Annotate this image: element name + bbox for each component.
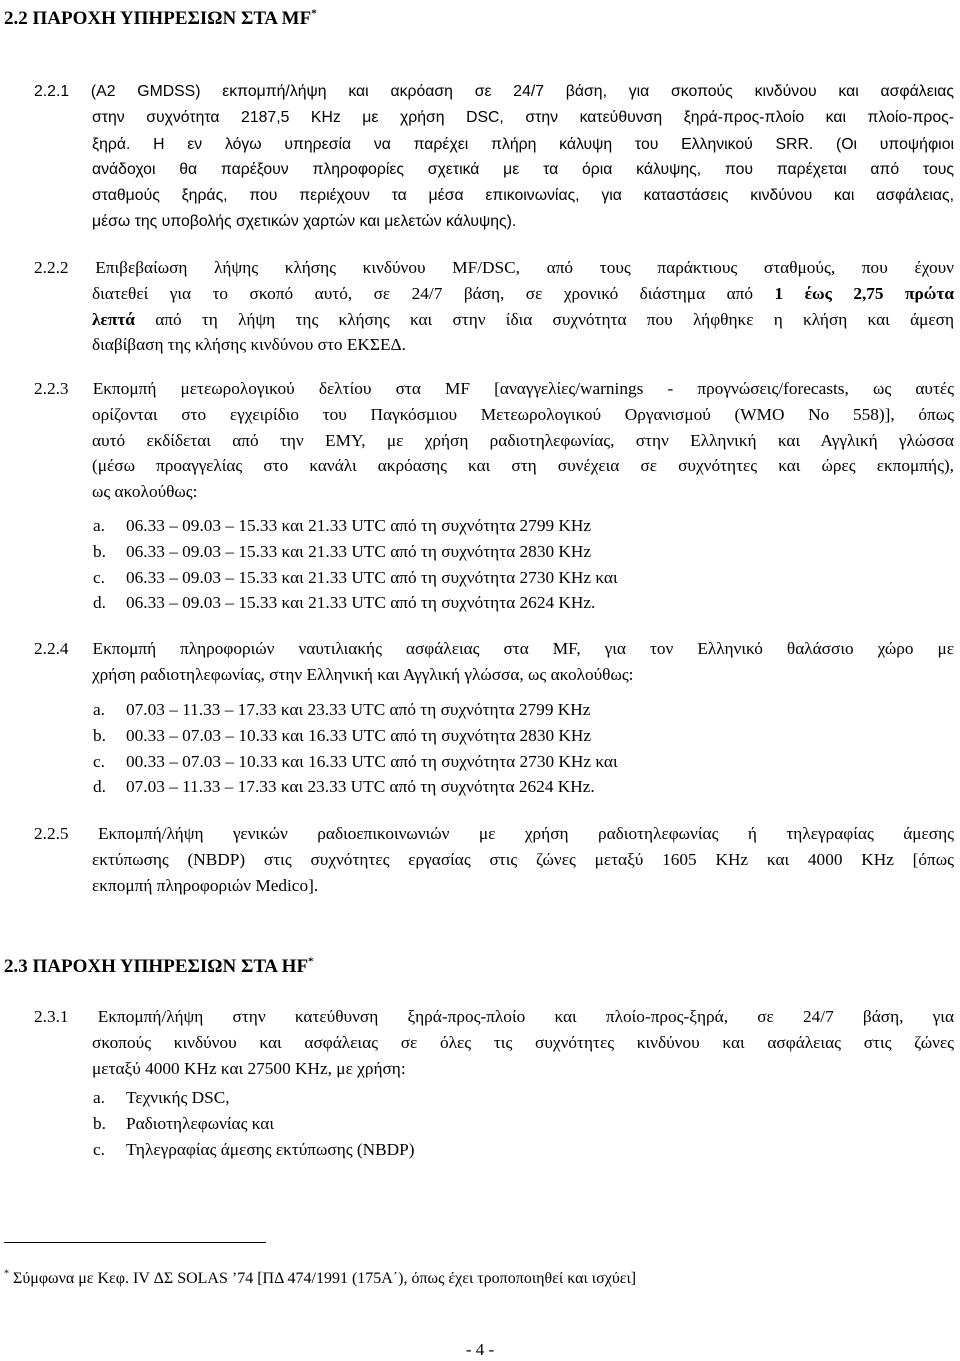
footnote-mark: * [311, 7, 317, 20]
list-text: 07.03 – 11.33 – 17.33 και 23.33 UTC από τη συχνότητα 2624 KHz. [126, 777, 595, 797]
list-letter: d. [93, 593, 106, 613]
list-letter: c. [93, 1139, 105, 1159]
list-letter: b. [93, 1113, 106, 1133]
section-title: 2.2 ΠΑΡΟΧΗ ΥΠΗΡΕΣΙΩΝ ΣΤΑ MF [4, 8, 312, 29]
list-letter: c. [93, 567, 105, 587]
list-item [93, 565, 618, 591]
text-line: σταθμούς ξηράς, που περιέχουν τα μέσα επικοινωνίας, για καταστάσεις κινδύνου και ασφάλειας, [92, 187, 954, 205]
text-line: εκτύπωσης (NBDP) στις συχνότητες εργασίας στις ζώνες μεταξύ 1605 KHz και 4000 KHz [όπως [92, 849, 954, 869]
text-line: χρήση ραδιοτηλεφωνίας, στην Ελληνική και Αγγλική γλώσσα, ως ακολούθως: [92, 664, 634, 684]
list-text: Τεχνικής DSC, [126, 1088, 230, 1107]
text-line: σκοπούς κινδύνου και ασφάλειας σε όλες τις συχνότητες κινδύνου και ασφάλειας στις ζώνες [92, 1032, 954, 1052]
bold-fragment: 1 έως 2,75 πρώτα [774, 283, 954, 303]
text-line: ορίζονται στο εγχειρίδιο του Παγκόσμιου Μετεωρολογικού Οργανισμού (WMO No 558)], όπως [92, 404, 954, 424]
list-text: Τηλεγραφίας άμεσης εκτύπωσης (NBDP) [126, 1139, 415, 1159]
list-text: 06.33 – 09.03 – 15.33 και 21.33 UTC από τη συχνότητα 2830 KHz [126, 541, 592, 561]
paragraph-2-2-2 [34, 255, 954, 358]
list-text: Ραδιοτηλεφωνίας και [126, 1113, 275, 1133]
text-line: εκπομπή πληροφοριών Medico]. [92, 875, 319, 895]
list-item [93, 1137, 415, 1163]
list-letter: d. [93, 777, 106, 797]
text-line: ανάδοχοι θα παρέξουν πληροφορίες σχετικά με τα όρια κάλυψης, που παρέχεται από τους [92, 161, 954, 179]
footnote [4, 1270, 636, 1288]
text-line: μέσω της υποβολής σχετικών χαρτών και μελετών κάλυψης). [92, 212, 517, 230]
text-line: 2.2.5 Εκπομπή/λήψη γενικών ραδιοεπικοινωνιών με χρήση ραδιοτηλεφωνίας ή τηλεγραφίας άμεσης [34, 824, 954, 843]
paragraph-2-2-3 [34, 376, 954, 505]
list-item [93, 539, 618, 565]
list-letter: a. [93, 1088, 105, 1107]
text-line: 2.2.1 (Α2 GMDSS) εκπομπή/λήψη και ακρόαση σε 24/7 βάση, για σκοπούς κινδύνου και ασφάλειας [34, 83, 954, 100]
text-line [34, 131, 954, 158]
paragraph-2-2-1 [34, 79, 954, 235]
paragraph-2-3-1 [34, 1004, 954, 1081]
footnote-text: Σύμφωνα με Κεφ. IV ΔΣ SOLAS ’74 [ΠΔ 474/1991 (175Α΄), όπως έχει τροποποιηθεί και ισχύει] [9, 1270, 637, 1287]
list-text: 06.33 – 09.03 – 15.33 και 21.33 UTC από τη συχνότητα 2624 KHz. [126, 593, 596, 613]
text-line: διαβίβαση της κλήσης κινδύνου στο ΕΚΣΕΔ. [92, 335, 406, 355]
text-line: στην συχνότητα 2187,5 KHz με χρήση DSC, στην κατεύθυνση ξηρά-προς-πλοίο και πλοίο-προς- [92, 108, 954, 126]
list-letter: a. [93, 700, 105, 719]
text-line: μεταξύ 4000 KHz και 27500 KHz, με χρήση: [92, 1058, 406, 1078]
section-title: 2.3 ΠΑΡΟΧΗ ΥΠΗΡΕΣΙΩΝ ΣΤΑ HF [4, 956, 309, 977]
list-item [93, 513, 618, 539]
list-text: 00.33 – 07.03 – 10.33 και 16.33 UTC από τη συχνότητα 2730 KHz και [126, 751, 618, 771]
section-heading-2-2 [4, 8, 317, 30]
list-text: 06.33 – 09.03 – 15.33 και 21.33 UTC από τη συχνότητα 2799 KHz [126, 516, 592, 535]
text-line: ως ακολούθως: [92, 482, 198, 502]
text-line: 2.2.3 Εκπομπή μετεωρολογικού δελτίου στα MF [αναγγελίες/warnings - προγνώσεις/forecasts, ως αυτές [34, 379, 954, 398]
text-line [34, 281, 954, 307]
list-item [93, 749, 618, 775]
paragraph-2-2-4 [34, 636, 954, 688]
list-item [93, 697, 618, 723]
text-line: 2.3.1 Εκπομπή/λήψη στην κατεύθυνση ξηρά-προς-πλοίο και πλοίο-προς-ξηρά, σε 24/7 βάση, για [34, 1007, 954, 1026]
list-item [93, 723, 618, 749]
page-number: - 4 - [465, 1340, 495, 1359]
list-2-2-3 [93, 513, 618, 616]
list-text: 06.33 – 09.03 – 15.33 και 21.33 UTC από τη συχνότητα 2730 KHz και [126, 567, 618, 587]
list-letter: b. [93, 541, 106, 561]
section-heading-2-3 [4, 956, 314, 978]
list-item [93, 590, 618, 616]
list-2-2-4 [93, 697, 618, 800]
text-fragment: (Οι υποψήφιοι [813, 135, 954, 153]
text-line: (μέσω προαγγελίας στο κανάλι ακρόασης και στη συνέχεια σε συχνότητες και ώρες εκπομπής), [92, 456, 954, 476]
text-line: 2.2.4 Εκπομπή πληροφοριών ναυτιλιακής ασφάλειας στα MF, για τον Ελληνικό θαλάσσιο χώρο με [34, 639, 954, 658]
paragraph-2-2-5 [34, 821, 954, 898]
footnote-mark: * [4, 1268, 9, 1280]
text-fragment: διατεθεί για το σκοπό αυτό, σε 24/7 βάση, σε χρονικό διάστημα από [92, 283, 775, 303]
text-line: 2.2.2 Επιβεβαίωση λήψης κλήσης κινδύνου MF/DSC, από τους παράκτιους σταθμούς, που έχουν [34, 258, 954, 277]
list-text: 07.03 – 11.33 – 17.33 και 23.33 UTC από τη συχνότητα 2799 KHz [126, 700, 591, 719]
list-letter: a. [93, 516, 105, 535]
list-item [93, 774, 618, 800]
footnote-mark: * [308, 955, 314, 968]
bold-fragment: λεπτά [92, 309, 135, 329]
footnote-separator [4, 1242, 266, 1243]
list-letter: b. [93, 725, 106, 745]
text-line [34, 307, 954, 333]
text-line: αυτό εκδίδεται από την ΕΜΥ, με χρήση ραδιοτηλεφωνίας, στην Ελληνική και Αγγλική γλώσσα [92, 430, 954, 450]
list-item [93, 1085, 415, 1111]
text-fragment: από τη λήψη της κλήσης και στην ίδια συχνότητα που λήφθηκε η κλήση και άμεση [134, 309, 954, 329]
list-item [93, 1111, 415, 1137]
list-text: 00.33 – 07.03 – 10.33 και 16.33 UTC από τη συχνότητα 2830 KHz [126, 725, 592, 745]
list-letter: c. [93, 751, 105, 771]
text-fragment: ξηρά. Η εν λόγω υπηρεσία να παρέχει πλήρη κάλυψη του Ελληνικού SRR. [92, 135, 814, 153]
list-2-3-1 [93, 1085, 415, 1162]
